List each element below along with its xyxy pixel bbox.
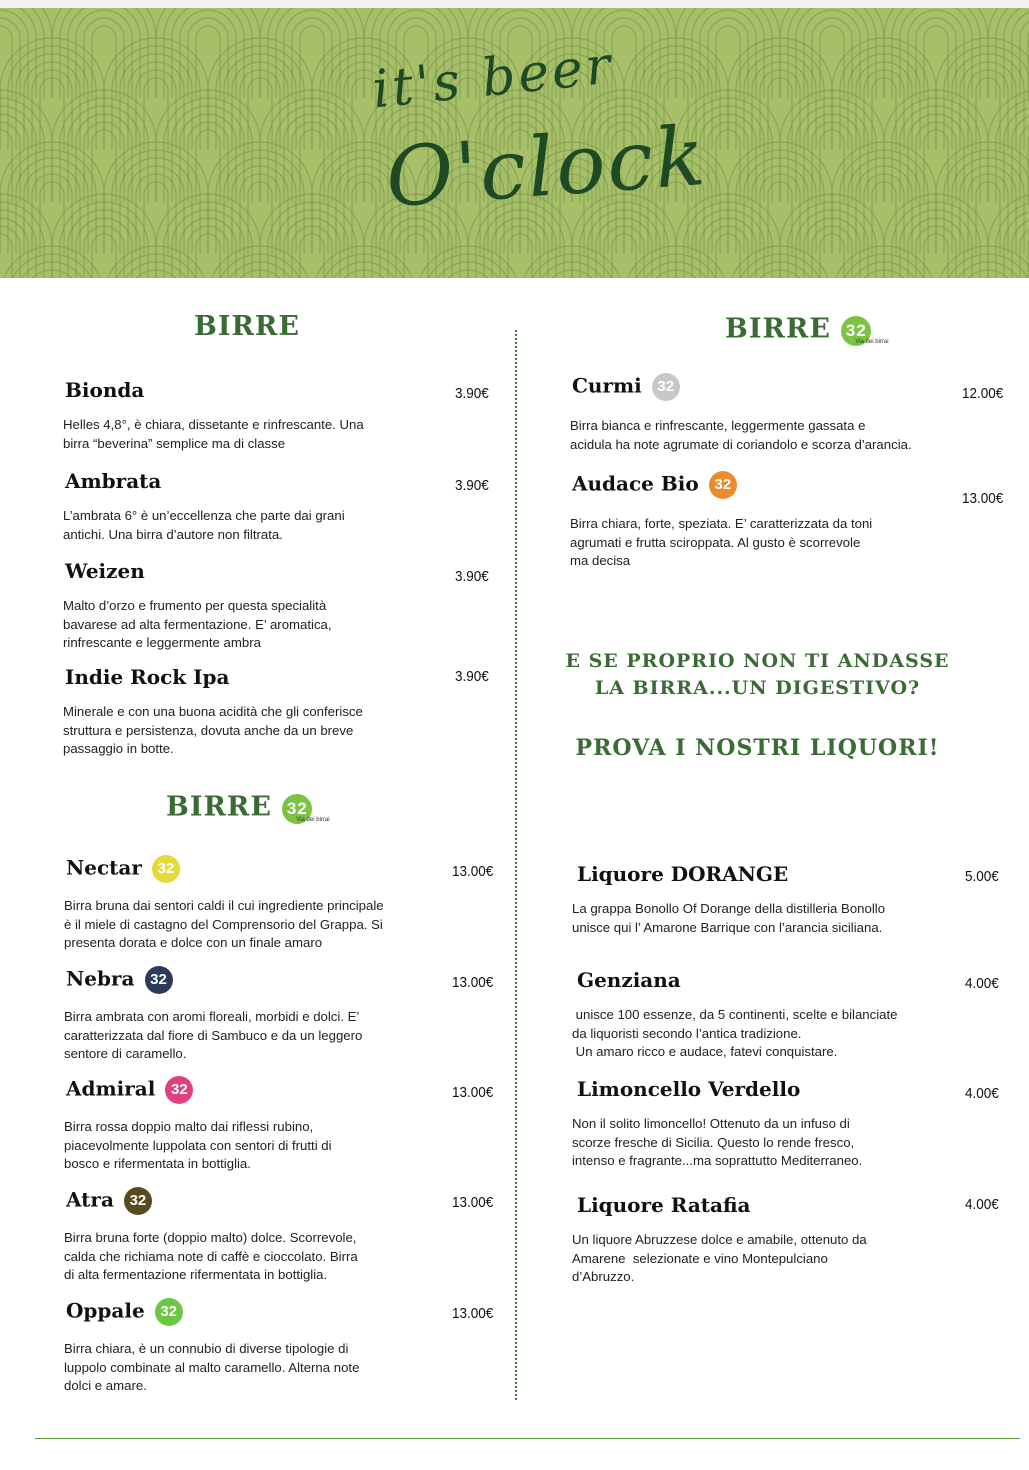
description-line: La grappa Bonollo Of Dorange della distilleria Bonollo — [572, 901, 886, 916]
logo-mark: 32 — [841, 316, 871, 346]
description-line: Birra bianca e rinfrescante, leggermente gassata e — [570, 418, 866, 433]
description-line: unisce qui l’ Amarone Barrique con l’arancia siciliana. — [572, 919, 883, 935]
item-description — [570, 417, 1010, 454]
description-line: intenso e fragrante...ma soprattutto Mediterraneo. — [572, 1153, 863, 1168]
item-name-text: Bionda — [65, 378, 145, 402]
item-description — [63, 703, 473, 759]
item-name — [65, 469, 161, 493]
item-name — [577, 968, 681, 992]
item-description — [64, 1008, 484, 1064]
description-line: d’Abruzzo. — [572, 1269, 635, 1284]
top-margin — [0, 0, 1029, 8]
description-line: Un amaro ricco e audace, fatevi conquistare. — [572, 1044, 838, 1059]
item-name — [577, 1193, 751, 1217]
via-dei-birrai-badge-icon: 32 — [652, 373, 680, 401]
description-line: Helles 4,8°, è chiara, dissetante e rinfrescante. Una — [63, 417, 364, 432]
item-description — [64, 897, 484, 953]
section-title-birre32-left — [166, 790, 330, 824]
item-description — [572, 900, 972, 937]
description-line: antichi. Una birra d’autore non filtrata. — [63, 526, 283, 542]
item-description — [572, 1115, 972, 1171]
description-line: L’ambrata 6° è un’eccellenza che parte dai grani — [63, 508, 345, 523]
item-description — [572, 1231, 972, 1287]
item-name — [577, 862, 788, 886]
via-dei-birrai-badge-icon: 32 — [165, 1076, 193, 1104]
description-line: da liquoristi secondo l’antica tradizione. — [572, 1025, 802, 1041]
description-line: luppolo combinate al malto caramello. Alterna note — [64, 1359, 360, 1375]
description-line: presenta dorata e dolce con un finale amaro — [64, 935, 323, 950]
section-title-text: BIRRE — [194, 311, 300, 342]
item-name-text: Atra — [66, 1187, 114, 1212]
description-line: passaggio in botte. — [63, 741, 174, 756]
via-dei-birrai-logo — [841, 312, 889, 346]
logo-caption: Via dei birrai — [296, 817, 330, 823]
item-description — [64, 1118, 484, 1174]
description-line: sentore di caramello. — [64, 1046, 187, 1061]
item-description — [64, 1229, 484, 1285]
item-price: 5.00€ — [965, 868, 999, 885]
item-price: 13.00€ — [452, 1194, 494, 1211]
item-name-text: Liquore Ratafia — [577, 1193, 751, 1217]
description-line: scorze fresche di Sicilia. Questo lo rende fresco, — [572, 1134, 855, 1150]
item-price: 13.00€ — [452, 863, 494, 880]
description-line: unisce 100 essenze, da 5 continenti, scelte e bilanciate — [572, 1007, 898, 1022]
item-price: 3.90€ — [455, 385, 489, 402]
item-description — [64, 1340, 484, 1396]
description-line: bavarese ad alta fermentazione. E’ aromatica, — [63, 616, 332, 632]
item-name — [572, 471, 737, 499]
promo-line2: LA BIRRA...UN DIGESTIVO? — [594, 677, 921, 699]
item-price: 13.00€ — [452, 1305, 494, 1322]
description-line: birra “beverina” semplice ma di classe — [63, 435, 286, 451]
item-price: 3.90€ — [455, 477, 489, 494]
item-description — [570, 515, 1010, 571]
item-name — [66, 966, 173, 994]
description-line: piacevolmente luppolata con sentori di frutti di — [64, 1137, 332, 1153]
description-line: Birra chiara, è un connubio di diverse tipologie di — [64, 1341, 349, 1356]
section-title-birre — [194, 310, 300, 342]
description-line: agrumati e frutta sciroppata. Al gusto è scorrevole — [570, 534, 861, 550]
column-divider — [515, 330, 517, 1400]
section-title-text: BIRRE — [725, 313, 831, 345]
description-line: di alta fermentazione rifermentata in bottiglia. — [64, 1267, 328, 1282]
item-name — [66, 1187, 152, 1215]
banner-title-line1: it's beer — [369, 35, 617, 121]
description-line: rinfrescante e leggermente ambra — [63, 635, 261, 650]
item-price: 13.00€ — [962, 490, 1004, 507]
description-line: Malto d’orzo e frumento per questa specialità — [63, 598, 327, 613]
item-price: 3.90€ — [455, 668, 489, 685]
item-name — [65, 665, 229, 689]
item-name — [66, 1298, 183, 1326]
description-line: Birra chiara, forte, speziata. E’ caratterizzata da toni — [570, 516, 873, 531]
description-line: Birra rossa doppio malto dai riflessi rubino, — [64, 1119, 314, 1134]
description-line: ma decisa — [570, 553, 631, 568]
via-dei-birrai-badge-icon: 32 — [145, 966, 173, 994]
via-dei-birrai-logo — [282, 790, 330, 824]
section-title-text: BIRRE — [166, 791, 272, 823]
bottom-rule — [35, 1438, 1020, 1439]
promo-question — [560, 648, 955, 702]
description-line: è il miele di castagno del Comprensorio del Grappa. Si — [64, 916, 383, 932]
item-name-text: Audace Bio — [572, 471, 699, 496]
description-line: calda che richiama note di caffè e cioccolato. Birra — [64, 1248, 358, 1264]
logo-mark: 32 — [282, 794, 312, 824]
description-line: Birra bruna dai sentori caldi il cui ingrediente principale — [64, 898, 384, 913]
item-name — [572, 373, 680, 401]
description-line: Un liquore Abruzzese dolce e amabile, ottenuto da — [572, 1232, 867, 1247]
item-name-text: Ambrata — [65, 469, 162, 493]
header-banner — [0, 8, 1029, 278]
via-dei-birrai-badge-icon: 32 — [124, 1187, 152, 1215]
via-dei-birrai-badge-icon: 32 — [152, 855, 180, 883]
item-name-text: Indie Rock Ipa — [65, 665, 230, 689]
item-name-text: Nebra — [66, 966, 135, 991]
description-line: Non il solito limoncello! Ottenuto da un infuso di — [572, 1116, 850, 1131]
item-name-text: Oppale — [66, 1298, 145, 1323]
via-dei-birrai-badge-icon: 32 — [155, 1298, 183, 1326]
item-price: 3.90€ — [455, 568, 489, 585]
description-line: Amarene selezionate e vino Montepulciano — [572, 1250, 828, 1266]
item-name — [66, 1076, 193, 1104]
item-name-text: Nectar — [66, 855, 142, 880]
description-line: caratterizzata dal fiore di Sambuco e da un leggero — [64, 1027, 363, 1043]
item-description — [63, 416, 473, 453]
item-name-text: Genziana — [577, 968, 681, 992]
section-title-birre32-right — [725, 312, 889, 346]
description-line: Minerale e con una buona acidità che gli conferisce — [63, 704, 363, 719]
item-name-text: Curmi — [572, 373, 642, 398]
item-name — [65, 378, 144, 402]
item-description — [572, 1006, 972, 1062]
description-line: Birra ambrata con aromi floreali, morbidi e dolci. E’ — [64, 1009, 360, 1024]
description-line: Birra bruna forte (doppio malto) dolce. Scorrevole, — [64, 1230, 357, 1245]
item-price: 4.00€ — [965, 1085, 999, 1102]
promo-liquori: PROVA I NOSTRI LIQUORI! — [575, 735, 940, 761]
via-dei-birrai-badge-icon: 32 — [709, 471, 737, 499]
item-price: 4.00€ — [965, 975, 999, 992]
item-name — [66, 855, 180, 883]
logo-caption: Via dei birrai — [855, 339, 889, 345]
item-name — [65, 559, 145, 583]
item-price: 4.00€ — [965, 1196, 999, 1213]
description-line: acidula ha note agrumate di coriandolo e scorza d’arancia. — [570, 436, 912, 452]
item-name-text: Liquore DORANGE — [577, 862, 789, 886]
item-name-text: Admiral — [66, 1076, 156, 1101]
item-description — [63, 597, 473, 653]
item-name-text: Limoncello Verdello — [577, 1077, 801, 1101]
description-line: dolci e amare. — [64, 1378, 147, 1393]
description-line: struttura e persistenza, dovuta anche da un breve — [63, 722, 354, 738]
item-description — [63, 507, 473, 544]
promo-line1: E SE PROPRIO NON TI ANDASSE — [565, 650, 950, 672]
item-name — [577, 1077, 800, 1101]
banner-title-line2: O'clock — [383, 108, 710, 227]
item-price: 12.00€ — [962, 385, 1004, 402]
item-price: 13.00€ — [452, 974, 494, 991]
item-price: 13.00€ — [452, 1084, 494, 1101]
item-name-text: Weizen — [65, 559, 145, 583]
description-line: bosco e rifermentata in bottiglia. — [64, 1156, 251, 1171]
